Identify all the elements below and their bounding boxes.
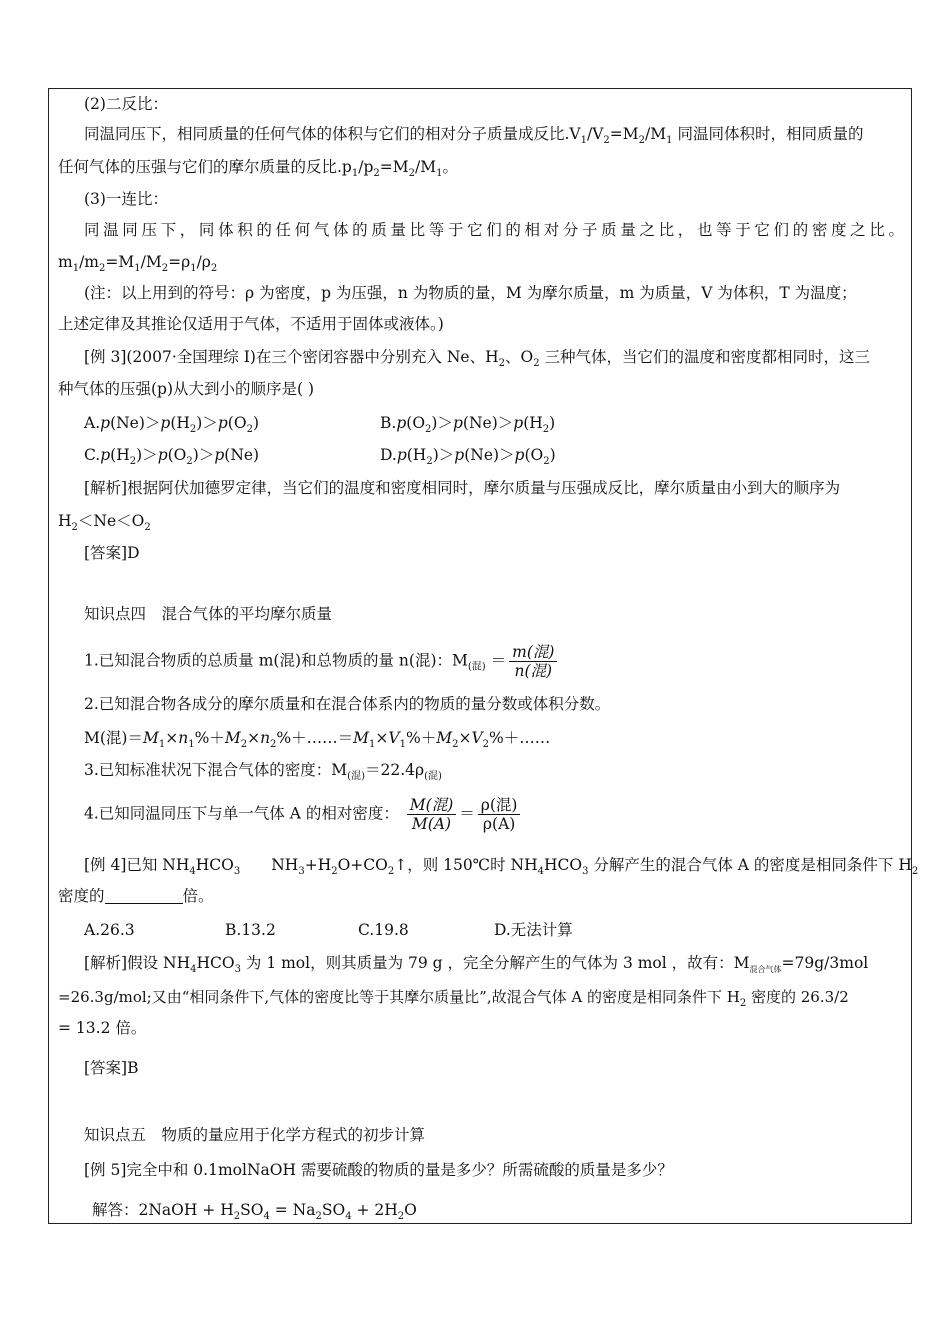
ex3-option-d: $D.p(H_2)>p(Ne)>p(O_2)$	[380, 446, 556, 467]
ex5-question: [例 5]完全中和 0.1molNaOH 需要硫酸的物质的量是多少？所需硫酸的质量是多少？	[84, 1161, 673, 1179]
sec2-para-line1: 同温同压下，相同质量的任何气体的体积与它们的相对分子质量成反比$.V_1/V_2=M_2/M_1$ 同温同体积时，相同质量的	[84, 125, 864, 146]
kp4-method2: 2.已知混合物各成分的摩尔质量和在混合体系内的物质的量分数或体积分数。	[84, 695, 611, 713]
kp4-title: 知识点四 混合气体的平均摩尔质量	[84, 605, 333, 623]
ex4-answer: [答案]B	[84, 1059, 139, 1077]
ex3-answer: [答案]D	[84, 544, 140, 562]
ex3-analysis-line1: [解析]根据阿伏加德罗定律，当它们的温度和密度相同时，摩尔质量与压强成反比，摩尔质量由小到大的顺序为	[84, 479, 841, 497]
fraction-molar-ratio: $\frac{\text{M(混)}}{M(A)}$	[407, 796, 456, 833]
ex3-question-line1: [例 3](2007·全国理综 I)在三个密闭容器中分别充入 Ne、$H_2$、$O_2$ 三种气体，当它们的温度和密度都相同时，这三	[84, 348, 871, 369]
sec3-ratio-formula: $m_1/m_2=M_1/M_2=\rho_1/\rho_2$	[58, 253, 218, 274]
ex4-analysis-line1: [解析]假设 $NH_4HCO_3$ 为 1 mol，则其质量为 79 g ，完全分解产生的气体为 3 mol ，故有：$M_{混合气体}=79g/3mol$	[84, 954, 869, 975]
sec2-heading: (2)二反比：	[84, 95, 168, 113]
kp4-method3: 3.已知标准状况下混合气体的密度：$M_{(混)}=22.4\rho_{(混)}$	[84, 761, 442, 782]
ex4-question-line1: [例 4]已知 $NH_4HCO_3$ $NH_3+H_2O+CO_2↑$，则 150℃时 $NH_4HCO_3$ 分解产生的混合气体 A 的密度是相同条件下 $H_2$	[84, 856, 919, 877]
note-line1: (注：以上用到的符号：ρ 为密度，p 为压强，n 为物质的量，M 为摩尔质量，m 为质量，V 为体积，T 为温度；	[84, 284, 857, 302]
ex4-option-b: B.13.2	[225, 921, 276, 939]
ex3-option-c: $C.p(H_2)>p(O_2)>p(Ne)$	[84, 446, 260, 467]
ex3-question-line2: 种气体的压强(p)从大到小的顺序是( )	[58, 380, 315, 398]
kp4-method2-formula: M(混)$=M_1\times n_1\%+M_2\times n_2\%+\dots\dots=M_1\times V_1\%+M_2\times V_2\%+\dots\dots$	[84, 729, 551, 750]
kp4-method1: 1.已知混合物质的总质量 m(混)和总物质的量 n(混)：$M_{(混)}$ ＝ $\frac{\text{m(混)}}{\text{n(混)}}$	[84, 643, 904, 680]
ex4-option-c: C.19.8	[358, 921, 409, 939]
ex4-analysis-line3: = 13.2 倍。	[58, 1019, 147, 1037]
fraction-m-over-n: $\frac{\text{m(混)}}{\text{n(混)}}$	[509, 643, 557, 680]
kp5-title: 知识点五 物质的量应用于化学方程式的初步计算	[84, 1126, 426, 1144]
ex4-question-line2: 密度的 倍。	[58, 887, 214, 905]
ex4-option-a: A.26.3	[84, 921, 135, 939]
answer-blank	[105, 888, 183, 904]
ex5-solution-equation: 解答：2NaOH + $H_2SO_4 = Na_2SO_4 + 2H_2O$	[92, 1201, 417, 1222]
ex3-option-a: $A.p(Ne)>p(H_2)>p(O_2)$	[84, 414, 259, 435]
sec2-para-line2: 任何气体的压强与它们的摩尔质量的反比$.p_1/p_2=M_2/M_1$。	[58, 158, 458, 179]
kp4-method4: 4.已知同温同压下与单一气体 A 的相对密度： $\frac{\text{M(混)}}{M(A)}$ ＝ $\frac{\text{ρ(混)}}{\rho(A)}$	[84, 796, 904, 833]
note-line2: 上述定律及其推论仅适用于气体，不适用于固体或液体。)	[58, 315, 444, 333]
sec3-para-line1: 同温同压下，同体积的任何气体的质量比等于它们的相对分子质量之比，也等于它们的密度之比。	[84, 221, 904, 239]
ex3-option-b: $B.p(O_2)>p(Ne)>p(H_2)$	[380, 414, 556, 435]
fraction-density-ratio: $\frac{\text{ρ(混)}}{\rho(A)}$	[478, 796, 521, 833]
ex4-analysis-line2: =26.3g/mol;又由“相同条件下,气体的密度比等于其摩尔质量比”,故混合气体 A 的密度是相同条件下 $H_2$ 密度的 26.3/2	[58, 988, 849, 1009]
ex3-analysis-line2: $H_2<Ne<O_2$	[58, 512, 151, 533]
sec3-heading: (3)一连比：	[84, 190, 168, 208]
ex4-option-d: D.无法计算	[494, 921, 573, 939]
